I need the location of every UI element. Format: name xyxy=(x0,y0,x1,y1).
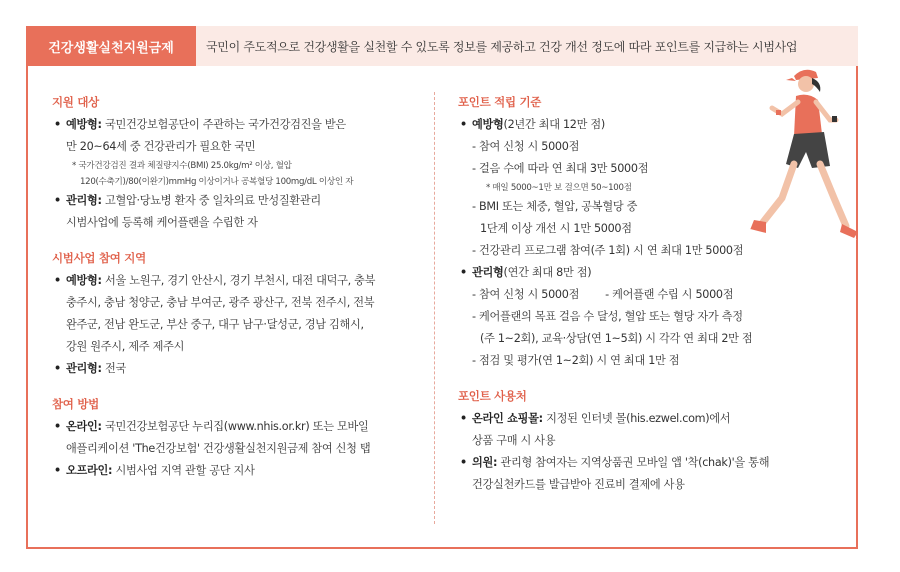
list-item: • 관리형(연간 최대 8만 점) xyxy=(458,262,818,284)
sub-item: - 케어플랜의 목표 걸음 수 달성, 혈압 또는 혈당 자가 측정 xyxy=(472,310,743,323)
sub-item-continuation: (주 1~2회), 교육·상담(연 1~5회) 시 각각 연 최대 2만 점 xyxy=(480,332,753,345)
list-item: • 예방형(2년간 최대 12만 점) xyxy=(458,114,818,136)
list-item: • 관리형: 고혈압·당뇨병 환자 중 일차의료 만성질환관리 xyxy=(52,190,422,212)
list-item-continuation: 건강실천카드를 발급받아 진료비 결제에 사용 xyxy=(472,478,685,491)
walking-runner-icon xyxy=(746,62,866,252)
sub-item: - 참여 신청 시 5000점 - 케어플랜 수립 시 5000점 xyxy=(472,288,734,301)
list-item: • 오프라인: 시범사업 지역 관할 공단 지사 xyxy=(52,460,422,482)
column-divider xyxy=(434,92,435,524)
left-column xyxy=(52,90,422,482)
footnote: * 매일 5000~1만 보 걸으면 50~100점 xyxy=(486,183,632,193)
section-title-target: 지원 대상 xyxy=(52,95,99,109)
list-item: • 온라인: 국민건강보험공단 누리집(www.nhis.or.kr) 또는 모바일 xyxy=(52,416,422,438)
header-description: 국민이 주도적으로 건강생활을 실천할 수 있도록 정보를 제공하고 건강 개선 정도에 따라 포인트를 지급하는 시범사업 xyxy=(206,39,798,54)
sub-item: - 걸음 수에 따라 연 최대 3만 5000점 xyxy=(472,162,649,175)
list-item-continuation: 만 20~64세 중 건강관리가 필요한 국민 xyxy=(66,140,256,153)
sub-item-continuation: 1단계 이상 개선 시 1만 5000점 xyxy=(480,222,632,235)
list-item-continuation: 강원 원주시, 제주 제주시 xyxy=(66,340,185,353)
list-item-continuation: 상품 구매 시 사용 xyxy=(472,434,556,447)
list-item-continuation: 시범사업에 등록해 케어플랜을 수립한 자 xyxy=(66,216,258,229)
section-title-points: 포인트 적립 기준 xyxy=(458,95,542,109)
section-title-method: 참여 방법 xyxy=(52,397,99,411)
list-item: • 관리형: 전국 xyxy=(52,358,422,380)
list-item: • 예방형: 서울 노원구, 경기 안산시, 경기 부천시, 대전 대덕구, 충북 xyxy=(52,270,422,292)
list-item-continuation: 충주시, 충남 청양군, 충남 부여군, 광주 광산구, 전북 전주시, 전북 xyxy=(66,296,375,309)
sub-item: - 건강관리 프로그램 참여(주 1회) 시 연 최대 1만 5000점 xyxy=(472,244,744,257)
list-item: • 예방형: 국민건강보험공단이 주관하는 국가건강검진을 받은 xyxy=(52,114,422,136)
footnote: 120(수축기)/80(이완기)mmHg 이상이거나 공복혈당 100mg/dL 이상인 자 xyxy=(80,177,354,187)
list-item: • 의원: 관리형 참여자는 지역상품권 모바일 앱 '착(chak)'을 통해 xyxy=(458,452,818,474)
section-title-usage: 포인트 사용처 xyxy=(458,389,527,403)
section-title-regions: 시범사업 참여 지역 xyxy=(52,251,146,265)
page-title: 건강생활실천지원금제 xyxy=(26,26,196,66)
sub-item: - 참여 신청 시 5000점 xyxy=(472,140,580,153)
footnote: * 국가건강검진 결과 체질량지수(BMI) 25.0kg/m² 이상, 혈압 xyxy=(72,161,292,171)
list-item: • 온라인 쇼핑몰: 지정된 인터넷 몰(his.ezwel.com)에서 xyxy=(458,408,818,430)
sub-item: - 점검 및 평가(연 1~2회) 시 연 최대 1만 점 xyxy=(472,354,680,367)
list-item-continuation: 완주군, 전남 완도군, 부산 중구, 대구 남구·달성군, 경남 김해시, xyxy=(66,318,364,331)
list-item-continuation: 애플리케이션 'The건강보험' 건강생활실천지원금제 참여 신청 탭 xyxy=(66,442,371,455)
sub-item: - BMI 또는 체중, 혈압, 공복혈당 중 xyxy=(472,200,638,213)
